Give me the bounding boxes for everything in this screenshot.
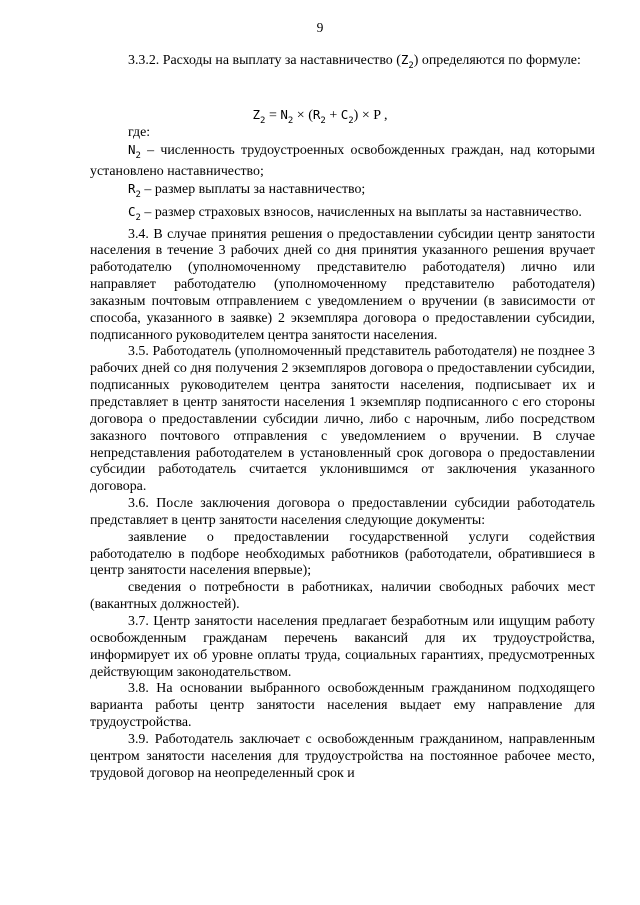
formula-operator: × (: [293, 108, 313, 123]
formula-c: C: [340, 107, 349, 122]
formula-subscript: 2: [287, 115, 294, 126]
definition-n2: [90, 142, 595, 181]
symbol-n: N: [128, 141, 136, 157]
symbol-subscript: 2: [135, 212, 141, 223]
list-item-vacancies: сведения о потребности в работниках, наличии свободных рабочих мест (вакантных должностей).: [90, 580, 595, 613]
formula-r: R: [312, 107, 321, 122]
formula-operator: =: [265, 108, 281, 123]
definition-c2: [90, 204, 595, 227]
definition-text: – размер страховых взносов, начисленных на выплаты за наставничество.: [140, 204, 582, 220]
paragraph-3-9: 3.9. Работодатель заключает с освобожденным гражданином, направленным центром занятости населения для трудоустройства на постоянное рабочее место, трудовой договор на неопределенный срок и: [90, 731, 595, 781]
formula-z: Z: [252, 107, 261, 122]
formula: [0, 106, 640, 130]
definition-text: – размер выплаты за наставничество;: [140, 182, 366, 198]
paragraph-3-6: 3.6. После заключения договора о предоставлении субсидии работодатель представляет в центр занятости населения следующие документы:: [90, 496, 595, 528]
symbol-subscript: 2: [135, 150, 141, 161]
symbol-subscript: 2: [408, 60, 414, 71]
definition-text: – численность трудоустроенных освобожденных граждан, над которыми установлено наставничество;: [90, 142, 595, 180]
where-label: где:: [128, 125, 151, 140]
formula-operator: ) × P ,: [353, 108, 388, 123]
paragraph-lead: 3.3.2. Расходы на выплату за наставничество (: [128, 53, 401, 68]
list-item-application: заявление о предоставлении государственной услуги содействия работодателю в подборе необходимых работников (работодатели, обратившиеся в центр занятости населения впервые);: [90, 529, 595, 579]
paragraph-3-7: 3.7. Центр занятости населения предлагает безработным или ищущим работу освобожденным гражданам перечень вакансий для их трудоустройства, информирует их об уровне оплаты труда, социальных гарантиях, предусмотренных действующим законодательством.: [90, 613, 595, 680]
paragraph-tail: ) определяются по формуле:: [413, 53, 581, 68]
paragraph-3-8: 3.8. На основании выбранного освобожденным гражданином подходящего варианта работы центр занятости населения выдает ему направление для трудоустройства.: [90, 681, 595, 731]
paragraph-3-4: 3.4. В случае принятия решения о предоставлении субсидии центр занятости населения в течение 3 рабочих дней со дня принятия указанного решения вручает работодателю (уполномоченному представителю работодателя) лично или направляет работодателю (уполномоченному представителю работодателя) заказным почтовым отправлением с уведомлением о вручении (в зависимости от способа, указанного в заявке) 2 экземпляра договора о предоставлении субсидии, подписанного руководителем центра занятости населения.: [90, 226, 595, 343]
formula-operator: +: [325, 108, 341, 123]
paragraph-3-3-2: [90, 52, 595, 75]
symbol-subscript: 2: [135, 190, 141, 201]
paragraph-3-5: 3.5. Работодатель (уполномоченный представитель работодателя) не позднее 3 рабочих дней со дня получения 2 экземпляров договора о предоставлении субсидии, подписанных руководителем центра занятости населения, подписывает их и представляет в центр занятости населения 1 экземпляр подписанного с его стороны договора о предоставлении субсидии лично, либо с нарочным, либо посредством заказного почтового отправления с уведомлением о вручении. В случае непредставления работодателем в установленный срок договора о предоставлении субсидии работодатель считается уклонившимся от заключения указанного договора.: [90, 344, 595, 495]
symbol-r: R: [128, 181, 136, 197]
formula-subscript: 2: [320, 115, 326, 126]
symbol-c: C: [128, 203, 136, 219]
formula-subscript: 2: [260, 115, 266, 126]
symbol-z: Z: [400, 52, 409, 67]
definitions-and-paragraphs: [90, 125, 595, 782]
section-3-3-2: [90, 52, 595, 75]
definition-r2: [90, 181, 595, 204]
formula-subscript: 2: [348, 115, 354, 126]
formula-n: N: [280, 107, 288, 122]
page-number: 9: [316, 20, 324, 35]
